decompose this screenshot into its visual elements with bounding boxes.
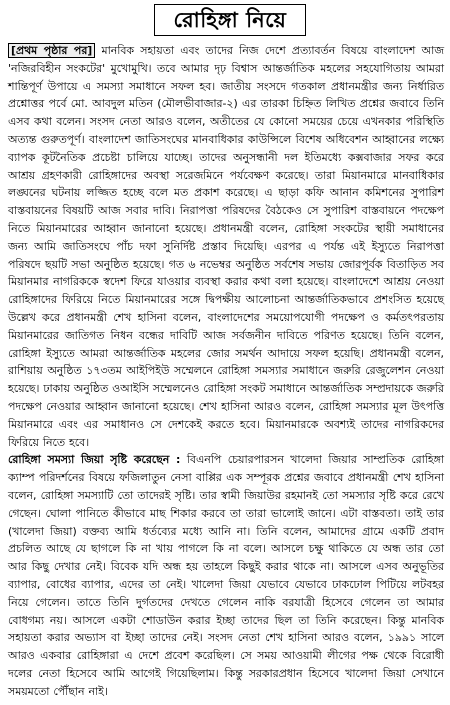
continued-label: [প্রথম পৃষ্ঠার পর] xyxy=(8,43,95,58)
paragraph-1-text: মানবিক সহায়তা এবং তাদের নিজ দেশে প্রত্যাবর্তন বিষয়ে বাংলাদেশ আজ 'নজিরবিহীন সংকটের' মুখোমুখি। তবে আমার দৃঢ় বিশ্বাস আন্তর্জাতিক মহলের সহযোগিতায় আমরা শান্তিপূর্ণ উপায়ে এ সমস্যা সমাধানে সফল হব। জাতীয় সংসদে গতকাল প্রধানমন্ত্রীর জন্য নির্ধারিত প্রশ্নোত্তর পর্বে মো. আবদুল মতিন (মৌলভীবাজার-২) এর তারকা চিহ্নিত লিখিত প্রশ্নের জবাবে তিনি এসব কথা বলেন। সংসদ নেতা আরও বলেন, অতীতের যে কোনো সময়ের চেয়ে এখনকার পরিস্থিতি অত্যন্ত গুরুতপূর্ণ। বাংলাদেশ জাতিসংঘের মানবাধিকার কাউন্সিলে বিশেষ অধিবেশন আহ্বানের লক্ষ্যে ব্যাপক কূটনৈতিক প্রচেষ্টা চালিয়ে যাচ্ছে। তাদের অনুসন্ধানী দল ইতিমধ্যে কক্সবাজার সফর করে আশ্রয় গ্রহণকারী রোহিঙ্গাদের অবস্থা সরেজমিনে পর্যবেক্ষণ করেছে। তারা মিয়ানমারে মানবাধিকার লঙ্ঘনের ঘটনায় লজ্জিত হচ্ছে বলে মত প্রকাশ করেছে। এ ছাড়া কফি আনান কমিশনের সুপারিশ বাস্তবায়নের বিষয়টি আজ সবার দাবি। নিরাপত্তা পরিষদের বৈঠকেও সে সুপারিশ বাস্তবায়নে পদক্ষেপ নিতে মিয়ানমারের আহ্বান জানানো হয়েছে। প্রধানমন্ত্রী বলেন, রোহিঙ্গা সংকটের স্থায়ী সমাধানের জন্য আমি জাতিসংঘে পাঁচ দফা সুনির্দিষ্ট প্রস্তাব দিয়েছি। এরপর এ পর্যন্ত এই ইস্যুতে নিরাপত্তা পরিষদে ছয়টি সভা অনুষ্ঠিত হয়েছে। গত ৬ নভেম্বর অনুষ্ঠিত সর্বশেষ সভায় জোরপূর্বক বিতাড়িত সব মিয়ানমার নাগরিককে স্বদেশ ফিরে যাওয়ার ব্যবস্থা করার কথা বলা হয়েছে। বাংলাদেশে আশ্রয় নেওয়া রোহিঙ্গাদের ফিরিয়ে নিতে মিয়ানমারের সঙ্গে দ্বিপক্ষীয় আলোচনা আন্তর্জাতিকভাবে প্রশংসিত হয়েছে উল্লেখ করে প্রধানমন্ত্রী শেখ হাসিনা বলেন, বাংলাদেশের সময়োপযোগী পদক্ষেপ ও কর্মতৎপরতায় মিয়ানমারের জাতিগত নিধন বন্ধের দাবিটি আজ সর্বজনীন দাবিতে পরিণত হয়েছে। তিনি বলেন, রোহিঙ্গা ইস্যুতে আমরা আন্তর্জাতিক মহলের জোর সমর্থন আদায়ে সফল হয়েছি। প্রধানমন্ত্রী বলেন, রাশিয়ায় অনুষ্ঠিত ১৭৩তম আইপিইউ সম্মেলনে রোহিঙ্গা সমস্যার সমাধানে জরুরি রেজুলেশন নেওয়া হয়েছে। ঢাকায় অনুষ্ঠিত ওআইসি সম্মেলনেও রোহিঙ্গা সংকট সমাধানে আন্তর্জাতিক সম্প্রদায়কে জরুরি পদক্ষেপ নেওয়ার আহ্বান জানানো হয়েছে। শেখ হাসিনা আরও বলেন, রোহিঙ্গা সমস্যার মূল উৎপত্তি মিয়ানমারে এবং এর সমাধানও সে দেশকেই করতে হবে। মিয়ানমারকে অবশ্যই তাদের নাগরিকদের ফিরিয়ে নিতে হবে। xyxy=(8,44,444,449)
paragraph-2-text: বিএনপি চেয়ারপারসন খালেদা জিয়ার সাম্প্রতিক রোহিঙ্গা ক্যাম্প পরিদর্শনের বিষয়ে ফজিলাতুন নেসা বাপ্পির এক সম্পূরক প্রশ্নের জবাবে প্রধানমন্ত্রী শেখ হাসিনা বলেন, রোহিঙ্গা সমস্যাটি তো তাদেরই সৃষ্টি। তার স্বামী জিয়াউর রহমানই তো সমস্যার সৃষ্টি করে রেখে গেছেন। ঘোলা পানিতে কীভাবে মাছ শিকার করবে তা তারা ভালোই জানে। এটা বাস্তবতা। তাই তার (খালেদা জিয়া) বক্তব্য আমি ধর্তব্যের মধ্যে আনি না। তিনি বলেন, আমাদের গ্রামে একটি প্রবাদ প্রচলিত আছে যে ছাগলে কি না খায় পাগলে কি না বলে। আসলে চক্ষু থাকিতে যে অন্ধ তার তো আর কিছু দেখার নেই। বিবেক যদি অন্ধ হয় তাহলে কিছুই করার থাকে না। আসলে এসব অনুভূতির ব্যাপার, বোধের ব্যাপার, এদের তা নেই। খালেদা জিয়া যেভাবে যেভাবে ঢাকঢোল পিটিয়ে লটবহর নিয়ে গেলেন। তাতে তিনি দুর্গতদের দেখতে গেলেন নাকি বরযাত্রী হিসেবে গেলেন তা আমার বোধগম্য নয়। আসলে একটা শোডাউন করার ইচ্ছা তাদের ছিল তা তিনি করেছেন। কিন্তু মানবিক সহায়তা করার অভ্যাস বা ইচ্ছা তাদের নেই। সংসদ নেতা শেখ হাসিনা আরও বলেন, ১৯৯১ সালে আরও একবার রোহিঙ্গারা এ দেশে প্রবেশ করেছিল। সে সময় আওয়ামী লীগের পক্ষ থেকে বিরোধী দলের নেতা হিসেবে আমি আগেই গিয়েছিলাম। কিন্তু সরকারপ্রধান হিসেবে খালেদা জিয়া সেখানে সময়মতো পৌঁছান নাই। xyxy=(8,453,445,698)
news-article xyxy=(8,4,444,700)
headline-box xyxy=(154,4,306,36)
headline: রোহিঙ্গা নিয়ে xyxy=(173,7,287,32)
paragraph-1 xyxy=(8,42,444,451)
subhead: রোহিঙ্গা সমস্যা জিয়া সৃষ্টি করেছেন : xyxy=(8,453,181,467)
article-body xyxy=(8,42,444,700)
paragraph-2 xyxy=(8,451,444,700)
